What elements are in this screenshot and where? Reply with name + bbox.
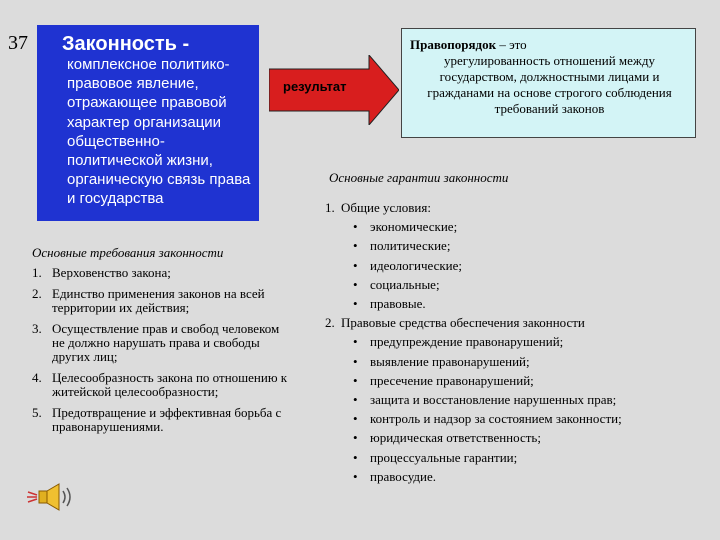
list-item <box>32 406 292 434</box>
guarantee-list-legal-means <box>325 332 710 486</box>
list-item <box>353 256 710 275</box>
item-text: контроль и надзор за состоянием законности; <box>370 411 622 427</box>
list-item <box>353 217 710 236</box>
item-number: 5. <box>32 405 42 420</box>
section-label: Правовые средства обеспечения законности <box>341 315 585 331</box>
law-order-term: Правопорядок <box>410 37 497 52</box>
bullet: • <box>353 392 358 408</box>
section-label: Общие условия: <box>341 200 431 215</box>
item-text: процессуальные гарантии; <box>370 449 518 465</box>
item-text: политические; <box>370 238 451 254</box>
law-order-dash: – это <box>496 37 527 52</box>
guarantees-title: Основные гарантии законности <box>329 170 509 185</box>
result-label: результат <box>283 79 347 94</box>
list-item <box>32 322 292 364</box>
legality-title: Законность - <box>62 33 190 55</box>
item-text: идеологические; <box>370 257 463 273</box>
list-item <box>353 467 710 486</box>
bullet: • <box>353 257 358 273</box>
item-text: правовые. <box>370 296 426 312</box>
bullet: • <box>353 296 358 312</box>
item-text: Единство применения законов на всей территории их действия; <box>52 286 265 315</box>
law-order-text: урегулированность отношений между государством, должностными лицами и гражданами на основе строгого соблюдения требований законов <box>427 53 672 116</box>
guarantees-block <box>325 198 710 486</box>
item-text: предупреждение правонарушений; <box>370 334 564 350</box>
bullet: • <box>353 353 358 369</box>
item-text: экономические; <box>370 219 458 235</box>
item-text: пресечение правонарушений; <box>370 372 534 388</box>
requirements-list <box>32 266 292 434</box>
requirements-title: Основные требования законности <box>32 245 224 260</box>
bullet: • <box>353 276 358 292</box>
item-text: юридическая ответственность; <box>370 430 541 446</box>
item-text: Предотвращение и эффективная борьба с правонарушениями. <box>52 405 282 434</box>
guarantee-list-general <box>325 217 710 313</box>
list-item <box>353 390 710 409</box>
item-text: выявление правонарушений; <box>370 353 530 369</box>
bullet: • <box>353 430 358 446</box>
list-item <box>32 371 292 399</box>
guarantee-section-heading <box>325 198 710 217</box>
list-item <box>353 332 710 351</box>
legality-text: комплексное политико-правовое явление, отражающее правовой характер организации общественно-политической жизни, органическую связь права и государства <box>67 56 251 208</box>
requirements-block <box>32 246 292 441</box>
bullet: • <box>353 411 358 427</box>
item-text: Осуществление прав и свобод человеком не должно нарушать права и свободы других лиц; <box>52 321 280 364</box>
law-order-definition-box <box>401 28 696 138</box>
item-text: Целесообразность закона по отношению к житейской целесообразности; <box>52 370 288 399</box>
list-item <box>353 275 710 294</box>
item-text: правосудие. <box>370 468 436 484</box>
list-item <box>353 409 710 428</box>
slide-number: 37 <box>8 32 28 54</box>
item-text: защита и восстановление нарушенных прав; <box>370 392 617 408</box>
item-number: 3. <box>32 321 42 336</box>
law-order-heading <box>410 37 689 53</box>
list-item <box>353 448 710 467</box>
section-number: 1. <box>325 200 335 215</box>
list-item <box>353 371 710 390</box>
list-item <box>353 428 710 447</box>
list-item <box>353 294 710 313</box>
bullet: • <box>353 372 358 388</box>
guarantee-section-heading <box>325 313 710 332</box>
speaker-icon[interactable] <box>25 482 77 512</box>
list-item <box>32 266 292 280</box>
legality-definition-box <box>37 25 259 221</box>
bullet: • <box>353 449 358 465</box>
section-number: 2. <box>325 315 335 331</box>
item-number: 4. <box>32 370 42 385</box>
bullet: • <box>353 468 358 484</box>
list-item <box>353 352 710 371</box>
item-number: 2. <box>32 286 42 301</box>
bullet: • <box>353 334 358 350</box>
bullet: • <box>353 219 358 235</box>
list-item <box>32 287 292 315</box>
item-text: социальные; <box>370 276 440 292</box>
item-text: Верховенство закона; <box>52 265 171 280</box>
item-number: 1. <box>32 265 42 280</box>
bullet: • <box>353 238 358 254</box>
list-item <box>353 236 710 255</box>
